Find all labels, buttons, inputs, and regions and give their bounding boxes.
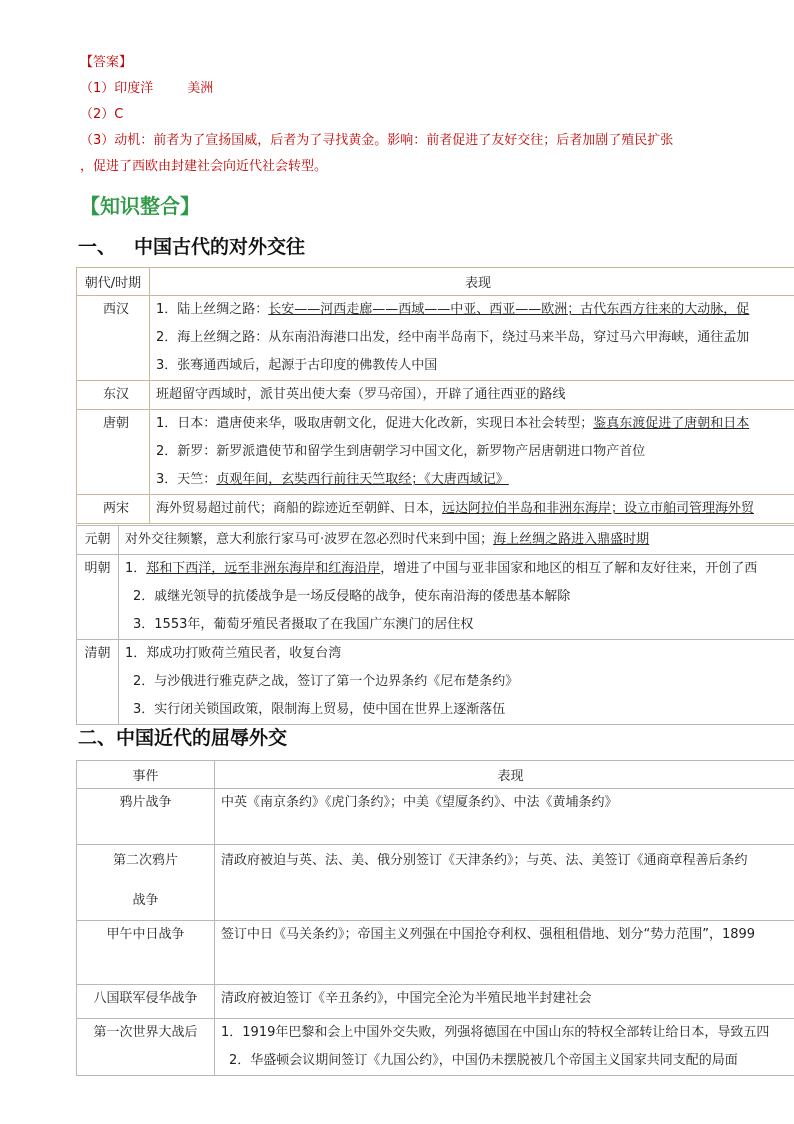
table-row xyxy=(77,381,794,410)
list-item: 3．张骞通西域后，起源于古印度的佛教传人中国 xyxy=(156,358,438,373)
table-row xyxy=(77,268,794,296)
section-2-heading: 二、中国近代的屈辱外交 xyxy=(78,727,288,749)
list-item: 1．日本：遣唐使来华，吸取唐朝文化，促进大化改新，实现日本社会转型；鉴真东渡促进了唐朝和日本 xyxy=(156,416,750,431)
table-header-content: 表现 xyxy=(215,761,794,789)
list-item: 3．实行闭关锁国政策，限制海上贸易，使中国在世界上逐渐落伍 xyxy=(133,702,506,717)
list-item: 2．华盛顿会议期间签订《九国公约》，中国仍未摆脱被几个帝国主义国家共同支配的局面 xyxy=(229,1053,738,1068)
section-1-heading xyxy=(78,232,305,259)
list-item: 2．与沙俄进行雅克萨之战，签订了第一个边界条约《尼布楚条约》 xyxy=(133,674,519,689)
list-item: 3．1553年，葡萄牙殖民者摄取了在我国广东澳门的居住权 xyxy=(133,617,474,632)
period-yuan: 元朝 xyxy=(84,532,111,547)
table-header-event: 事件 xyxy=(77,761,215,789)
period-xihan: 西汉 xyxy=(102,302,129,317)
answer-q3-cont: ，促进了西欧由封建社会向近代社会转型。 xyxy=(80,159,328,174)
knowledge-title: 【知识整合】 xyxy=(80,194,200,218)
list-item: 3．天竺：贞观年间，玄奘西行前往天竺取经；《大唐西域记》 xyxy=(156,472,509,487)
table-ancient-2 xyxy=(76,525,794,725)
table-row xyxy=(77,555,794,640)
list-item: 海外贸易超过前代；商船的踪迹近至朝鲜、日本，远达阿拉伯半岛和非洲东海岸；设立市舶司管理海外贸 xyxy=(156,501,755,516)
list-item: 班超留守西域时，派甘英出使大秦（罗马帝国），开辟了通往西亚的路线 xyxy=(156,387,566,402)
answer-q3: （3）动机：前者为了宣扬国威，后者为了寻找黄金。影响：前者促进了友好交往；后者加剧了殖民扩张 xyxy=(80,133,674,148)
section-1-number: 一、 xyxy=(78,236,117,258)
table-row xyxy=(77,526,794,555)
table-modern xyxy=(76,760,794,1076)
list-item: 清政府被迫签订《辛丑条约》，中国完全沦为半殖民地半封建社会 xyxy=(221,991,592,1006)
table-row xyxy=(77,985,794,1019)
answer-block xyxy=(80,50,673,180)
event-opium-war: 鸦片战争 xyxy=(119,795,172,810)
list-item: 签订中日《马关条约》；帝国主义列强在中国抢夺利权、强租租借地、划分“势力范围”，1899 xyxy=(221,927,756,942)
period-donghan: 东汉 xyxy=(102,387,129,402)
event-eight-nation: 八国联军侵华战争 xyxy=(93,991,198,1006)
list-item: 清政府被迫与英、法、美、俄分别签订《天津条约》；与英、法、美签订《通商章程善后条约 xyxy=(221,853,748,868)
period-ming: 明朝 xyxy=(84,561,111,576)
list-item: 1．陆上丝绸之路：长安——河西走廊——西域——中亚、西亚——欧洲；古代东西方往来的大动脉，促 xyxy=(156,302,750,317)
list-item: 2．海上丝绸之路：从东南沿海港口出发，经中南半岛南下，绕过马来半岛，穿过马六甲海峡，通往孟加 xyxy=(156,330,750,345)
period-qing: 清朝 xyxy=(84,646,111,661)
table-row xyxy=(77,845,794,921)
table-ancient-1 xyxy=(76,267,794,524)
period-tang: 唐朝 xyxy=(102,416,129,431)
table-row xyxy=(77,495,794,524)
table-header-content: 表现 xyxy=(150,268,794,296)
table-header-period: 朝代/时期 xyxy=(77,268,150,296)
list-item: 1．郑和下西洋，远至非洲东海岸和红海沿岸，增进了中国与亚非国家和地区的相互了解和友好往来，开创了西 xyxy=(125,561,758,576)
table-row xyxy=(77,761,794,789)
list-item: 对外交往频繁，意大利旅行家马可·波罗在忽必烈时代来到中国；海上丝绸之路进入鼎盛时期 xyxy=(125,532,650,547)
event-sino-japanese-war: 甲午中日战争 xyxy=(106,927,185,942)
table-row xyxy=(77,296,794,381)
list-item: 2．戚继光领导的抗倭战争是一场反侵略的战争，使东南沿海的倭患基本解除 xyxy=(133,589,571,604)
table-row xyxy=(77,921,794,985)
event-second-opium-war: 第二次鸦片 xyxy=(112,853,178,868)
answer-q1: （1）印度洋 美洲 xyxy=(80,81,214,96)
period-song: 两宋 xyxy=(102,501,129,516)
event-post-ww1: 第一次世界大战后 xyxy=(93,1025,198,1040)
list-item: 中英《南京条约》《虎门条约》；中美《望厦条约》、中法《黄埔条约》 xyxy=(221,795,618,810)
list-item: 1．1919年巴黎和会上中国外交失败，列强将德国在中国山东的特权全部转让给日本，导致五四 xyxy=(221,1025,770,1040)
table-row xyxy=(77,640,794,725)
event-second-opium-war-cont: 战争 xyxy=(132,893,159,908)
section-1-title: 中国古代的对外交往 xyxy=(134,236,306,258)
list-item: 1．郑成功打败荷兰殖民者，收复台湾 xyxy=(125,646,342,661)
table-row xyxy=(77,410,794,495)
answer-title: 【答案】 xyxy=(80,55,133,70)
list-item: 2．新罗：新罗派遣使节和留学生到唐朝学习中国文化，新罗物产居唐朝进口物产首位 xyxy=(156,444,646,459)
table-row xyxy=(77,1019,794,1076)
answer-q2: （2）C xyxy=(80,107,124,122)
table-row xyxy=(77,789,794,845)
